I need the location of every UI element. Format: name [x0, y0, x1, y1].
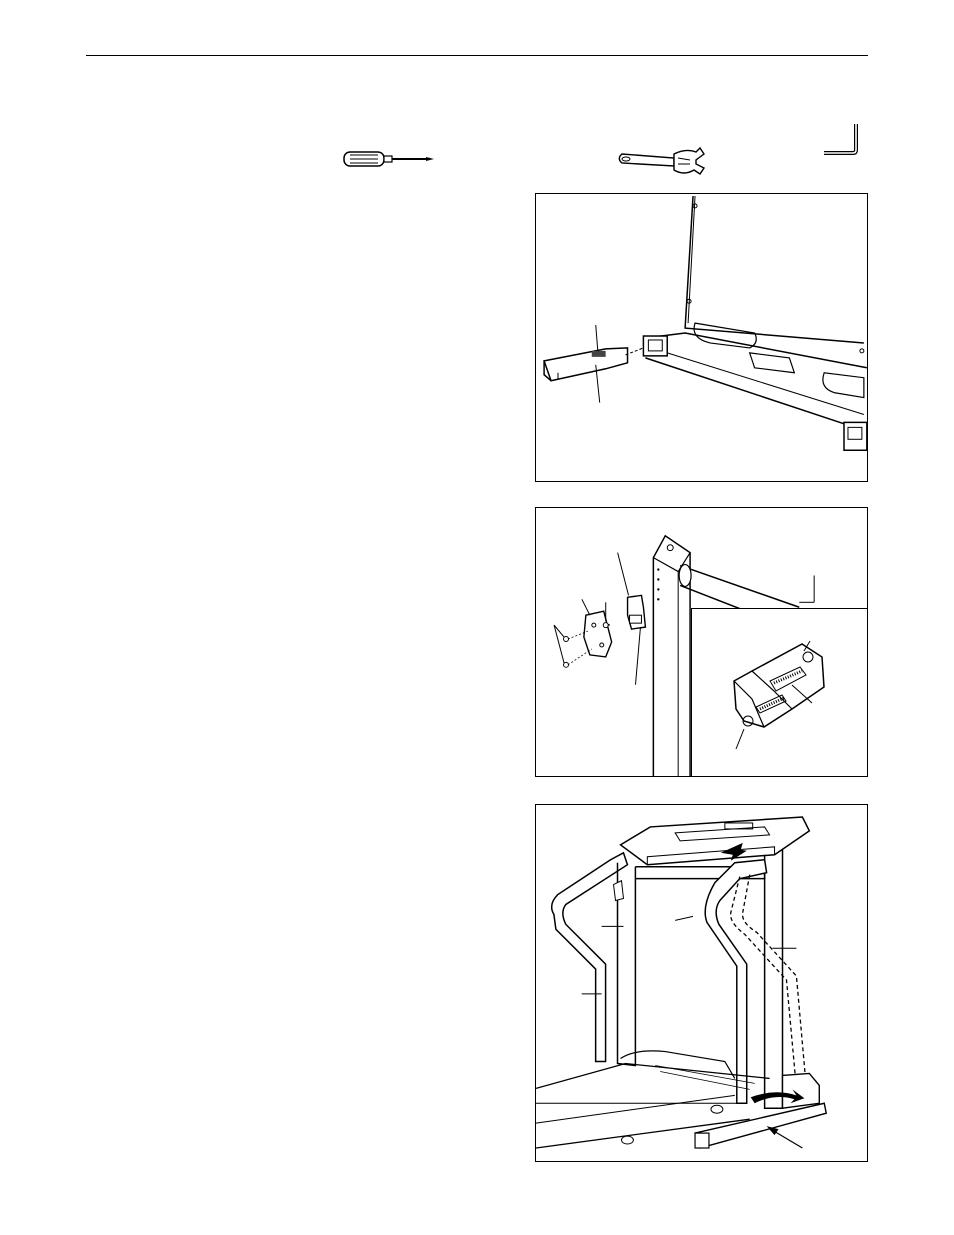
- figure-3-upright-assembly: [535, 804, 868, 1162]
- frame-drawing: [536, 194, 867, 481]
- adjustable-wrench-icon: [616, 146, 706, 178]
- treadmill-drawing: [536, 805, 867, 1161]
- phillips-screwdriver-icon: [342, 148, 438, 170]
- allen-wrench-icon: [822, 122, 862, 158]
- clip-detail-drawing: [692, 609, 868, 777]
- figure-2-detail-inset: [691, 608, 868, 777]
- figure-1-base-assembly: [535, 193, 868, 482]
- header-rule: [86, 55, 868, 56]
- figure-2-clip-assembly: [535, 507, 868, 777]
